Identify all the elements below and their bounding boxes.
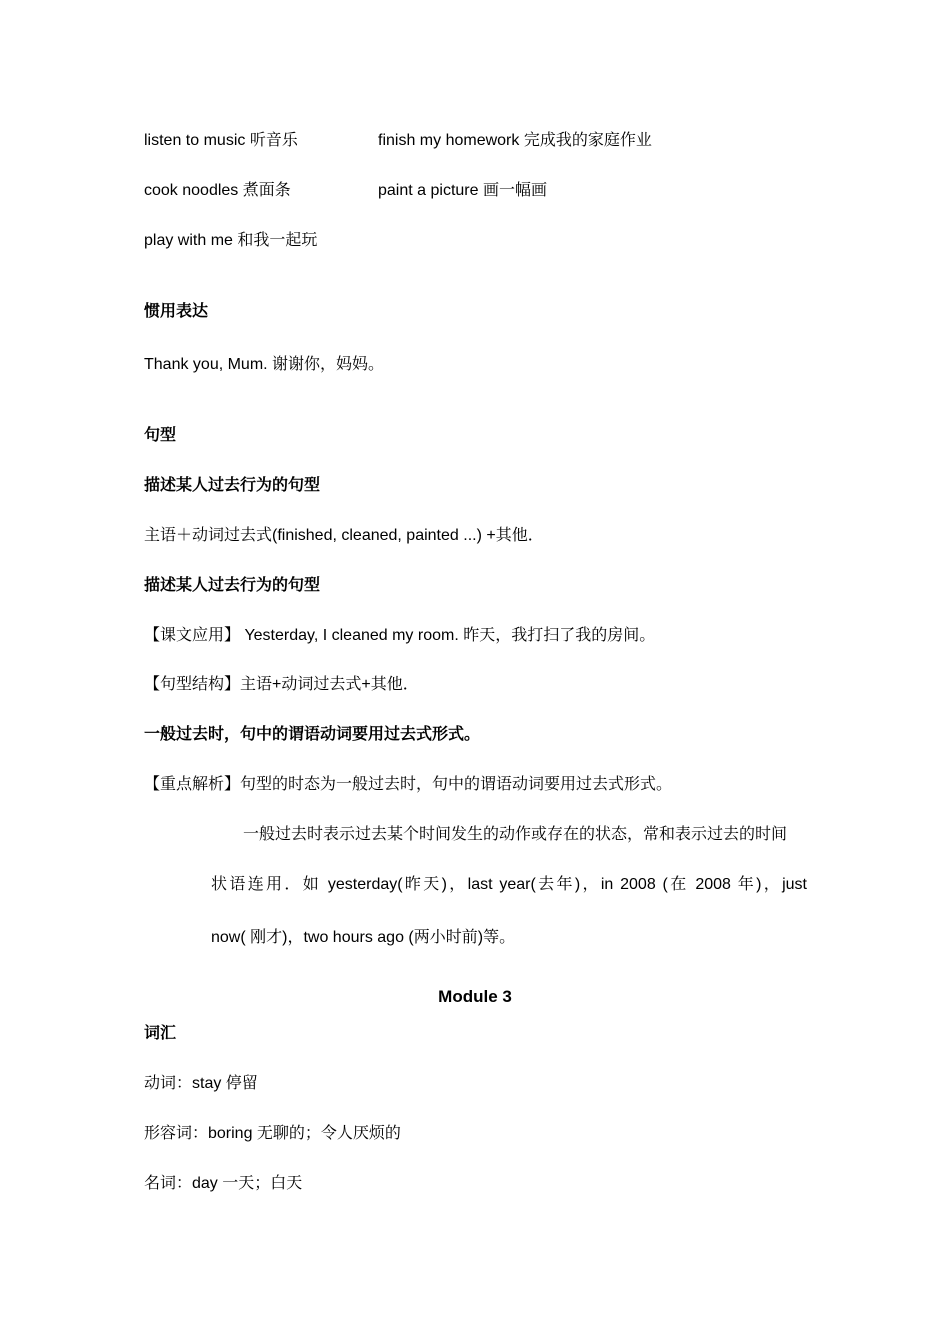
vocab-verb: 动词：stay 停留 — [144, 1075, 258, 1092]
pattern-analysis: 【重点解析】句型的时态为一般过去时，句中的谓语动词要用过去式形式。 — [144, 776, 673, 793]
explain-line-1: 一般过去时表示过去某个时间发生的动作或存在的状态，常和表示过去的时间 — [243, 826, 788, 843]
phrase-cook-noodles: cook noodles 煮面条 — [144, 182, 291, 199]
vocab-heading: 词汇 — [144, 1025, 177, 1042]
pattern-structure: 【句型结构】主语+动词过去式+其他． — [144, 676, 419, 693]
phrase-finish-homework: finish my homework 完成我的家庭作业 — [378, 132, 652, 149]
phrase-play-with-me: play with me 和我一起玩 — [144, 232, 318, 249]
idiom-thank-you: Thank you, Mum. 谢谢你，妈妈。 — [144, 356, 385, 373]
pattern-formula: 主语＋动词过去式(finished, cleaned, painted ...) +其他． — [144, 527, 544, 544]
explain-line-3: now( 刚才)，two hours ago (两小时前)等。 — [211, 929, 516, 946]
vocab-noun: 名词：day 一天；白天 — [144, 1175, 303, 1192]
phrase-listen-to-music: listen to music 听音乐 — [144, 132, 298, 149]
pattern-bold-rule: 一般过去时，句中的谓语动词要用过去式形式。 — [144, 726, 481, 743]
patterns-heading: 句型 — [144, 427, 177, 444]
idioms-heading: 惯用表达 — [144, 303, 209, 320]
phrase-paint-picture: paint a picture 画一幅画 — [378, 182, 547, 199]
explain-line-2: 状语连用．如 yesterday(昨天)，last year(去年)，in 2008 (在 2008 年)，just — [211, 876, 807, 893]
pattern-sub-heading-1: 描述某人过去行为的句型 — [144, 477, 321, 494]
vocab-adjective: 形容词：boring 无聊的；令人厌烦的 — [144, 1125, 401, 1142]
module-title: Module 3 — [438, 987, 512, 1006]
pattern-text-example: 【课文应用】 Yesterday, I cleaned my room. 昨天，我打扫了我的房间。 — [144, 627, 656, 644]
pattern-sub-heading-2: 描述某人过去行为的句型 — [144, 577, 321, 594]
